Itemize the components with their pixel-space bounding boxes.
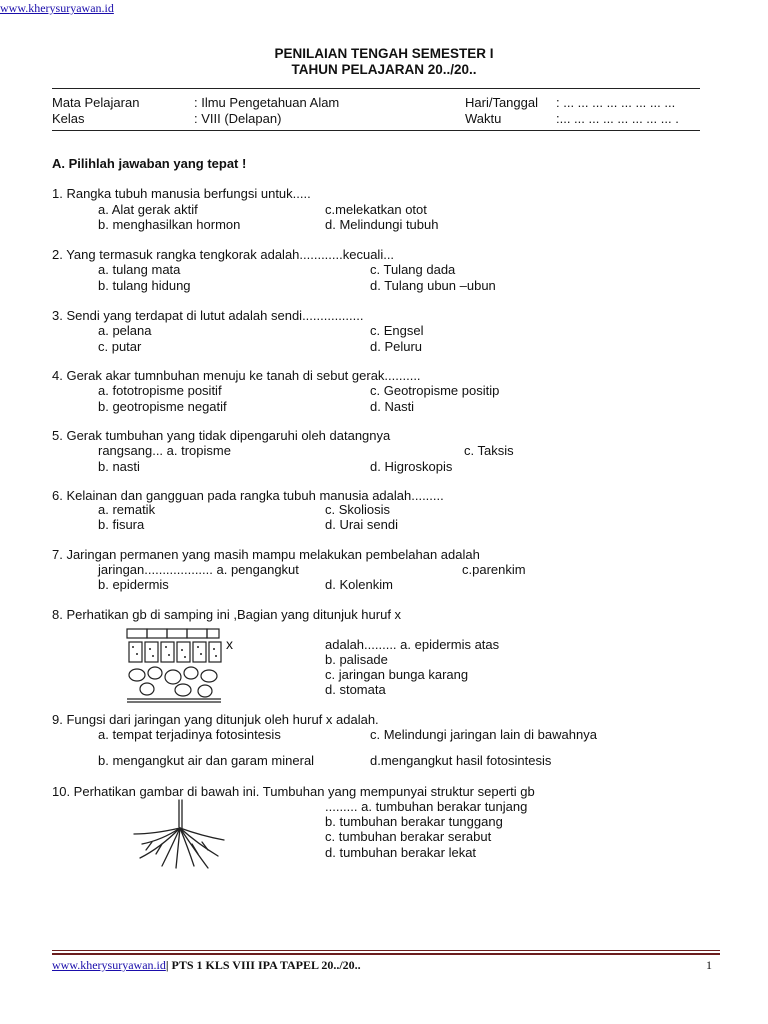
q3-option-a: a. pelana	[98, 323, 152, 338]
question-1: 1. Rangka tubuh manusia berfungsi untuk.....	[52, 186, 311, 201]
q10-option-c: c. tumbuhan berakar serabut	[325, 829, 492, 844]
divider-top	[52, 88, 700, 89]
footer-text: | PTS 1 KLS VIII IPA TAPEL 20../20..	[165, 958, 361, 972]
footer-rule-thin	[52, 950, 720, 951]
question-3: 3. Sendi yang terdapat di lutut adalah sendi.................	[52, 308, 364, 323]
mapel-label: Mata Pelajaran	[52, 95, 140, 110]
q2-option-c: c. Tulang dada	[370, 262, 456, 277]
section-a-heading: A. Pilihlah jawaban yang tepat !	[52, 156, 247, 171]
q8-option-b: b. palisade	[325, 652, 388, 667]
q1-option-d: d. Melindungi tubuh	[325, 217, 439, 232]
q3-option-b: c. putar	[98, 339, 142, 354]
waktu-label: Waktu	[465, 111, 502, 126]
hari-value: : ... ... ... ... ... ... ... ...	[556, 95, 676, 110]
q4-option-b: b. geotropisme negatif	[98, 399, 227, 414]
q1-option-c: c.melekatkan otot	[325, 202, 427, 217]
question-6: 6. Kelainan dan gangguan pada rangka tubuh manusia adalah.........	[52, 488, 444, 503]
header-link[interactable]: www.kherysuryawan.id	[0, 1, 114, 15]
kelas-label: Kelas	[52, 111, 85, 126]
q6-option-b: b. fisura	[98, 517, 145, 532]
q3-option-c: c. Engsel	[370, 323, 424, 338]
q5-option-a: rangsang... a. tropisme	[98, 443, 231, 458]
question-5: 5. Gerak tumbuhan yang tidak dipengaruhi oleh datangnya	[52, 428, 391, 443]
q7-option-c: c.parenkim	[462, 562, 526, 577]
q9-option-b: b. mengangkut air dan garam mineral	[98, 753, 315, 768]
q7-option-d: d. Kolenkim	[325, 577, 393, 592]
q4-option-a: a. fototropisme positif	[98, 383, 222, 398]
q6-option-d: d. Urai sendi	[325, 517, 398, 532]
question-2: 2. Yang termasuk rangka tengkorak adalah............kecuali...	[52, 247, 395, 262]
waktu-value: :... ... ... ... ... ... ... ... .	[556, 111, 679, 126]
kelas-value: : VIII (Delapan)	[194, 111, 282, 126]
q6-option-c: c. Skoliosis	[325, 502, 391, 517]
q1-option-a: a. Alat gerak aktif	[98, 202, 198, 217]
q4-option-c: c. Geotropisme positip	[370, 383, 500, 398]
question-9: 9. Fungsi dari jaringan yang ditunjuk oleh huruf x adalah.	[52, 712, 379, 727]
q10-option-b: b. tumbuhan berakar tunggang	[325, 814, 503, 829]
question-4: 4. Gerak akar tumnbuhan menuju ke tanah di sebut gerak..........	[52, 368, 421, 383]
q10-option-d: d. tumbuhan berakar lekat	[325, 845, 477, 860]
mapel-value: : Ilmu Pengetahuan Alam	[194, 95, 340, 110]
q1-option-b: b. menghasilkan hormon	[98, 217, 241, 232]
q9-option-d: d.mengangkut hasil fotosintesis	[370, 753, 552, 768]
footer-link[interactable]: www.kherysuryawan.id	[52, 958, 166, 972]
figure-label-x: x	[226, 636, 233, 652]
page-title: PENILAIAN TENGAH SEMESTER I	[274, 46, 494, 61]
q4-option-d: d. Nasti	[370, 399, 415, 414]
footer	[52, 957, 361, 973]
leaf-tissue-figure	[125, 627, 255, 705]
q8-option-a: adalah......... a. epidermis atas	[325, 637, 500, 652]
divider-bottom	[52, 130, 700, 131]
q8-option-d: d. stomata	[325, 682, 386, 697]
q10-option-a: ......... a. tumbuhan berakar tunjang	[325, 799, 528, 814]
page-number: 1	[706, 958, 712, 972]
page-subtitle: TAHUN PELAJARAN 20../20..	[291, 62, 477, 77]
question-10: 10. Perhatikan gambar di bawah ini. Tumbuhan yang mempunyai struktur seperti gb	[52, 784, 535, 799]
q9-option-a: a. tempat terjadinya fotosintesis	[98, 727, 281, 742]
q3-option-d: d. Peluru	[370, 339, 423, 354]
q7-option-a: jaringan................... a. pengangkut	[98, 562, 299, 577]
fibrous-root-figure	[132, 800, 232, 870]
q5-option-c: c. Taksis	[464, 443, 514, 458]
q8-option-c: c. jaringan bunga karang	[325, 667, 469, 682]
question-7: 7. Jaringan permanen yang masih mampu melakukan pembelahan adalah	[52, 547, 480, 562]
q2-option-b: b. tulang hidung	[98, 278, 191, 293]
q5-option-d: d. Higroskopis	[370, 459, 453, 474]
q5-option-b: b. nasti	[98, 459, 140, 474]
footer-rule-thick	[52, 953, 720, 955]
q9-option-c: c. Melindungi jaringan lain di bawahnya	[370, 727, 597, 742]
q6-option-a: a. rematik	[98, 502, 156, 517]
q2-option-d: d. Tulang ubun –ubun	[370, 278, 496, 293]
hari-label: Hari/Tanggal	[465, 95, 538, 110]
q7-option-b: b. epidermis	[98, 577, 169, 592]
question-8: 8. Perhatikan gb di samping ini ,Bagian yang ditunjuk huruf x	[52, 607, 402, 622]
q2-option-a: a. tulang mata	[98, 262, 181, 277]
